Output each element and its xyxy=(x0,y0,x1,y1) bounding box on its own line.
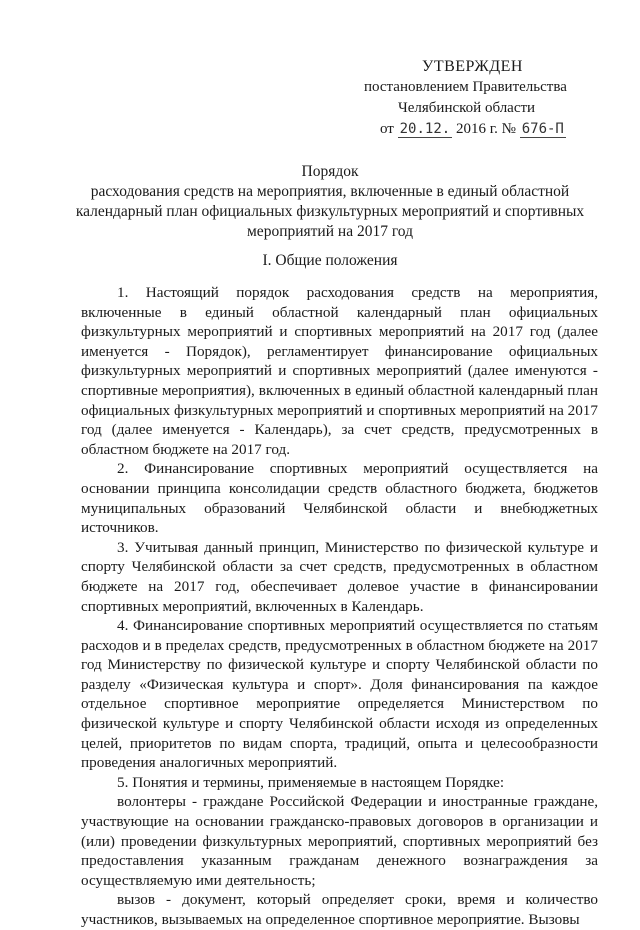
title-line-1: Порядок xyxy=(301,163,359,180)
handwritten-number: 676-П xyxy=(521,121,564,137)
approval-date-line xyxy=(360,119,590,140)
title-line-3: календарный план официальных физкультурных мероприятий и спортивных xyxy=(75,203,585,220)
approval-block xyxy=(360,56,590,140)
paragraph-2: 2. Финансирование спортивных мероприятий осуществляется на основании принципа консолидации средств областного бюджета, бюджетов муниципальных образований Челябинской области и внебюджетных источников. xyxy=(81,460,598,537)
document-title xyxy=(60,162,600,242)
section-heading: I. Общие положения xyxy=(262,252,398,269)
document-body xyxy=(81,283,598,930)
date-prefix: от xyxy=(380,121,394,137)
approval-line-region: Челябинской области xyxy=(398,100,536,116)
paragraph-1: 1. Настоящий порядок расходования средств на мероприятия, включенные в единый областной календарный план официальных физкультурных мероприятий и спортивных мероприятий на 2017 год (далее именуется - Порядок), регламентирует финансирование официальных физкультурных мероприятий и спортивных мероприятий (далее именуются - спортивные мероприятия), включенных в единый областной календарный план официальных физкультурных мероприятий и спортивных мероприятий на 2017 год (далее именуется - Календарь), за счет средств, предусмотренных в областном бюджете на 2017 год. xyxy=(81,284,598,458)
paragraph-4: 4. Финансирование спортивных мероприятий осуществляется по статьям расходов и в пределах средств, предусмотренных в областном бюджете на 2017 год Министерству по физической культуре и спорту Челябинской области по разделу «Физическая культура и спорт». Доля финансирования па каждое отдельное спортивное мероприятие определяется Министерством по физической культуре и спорту Челябинской области исходя из определенных целей, приоритетов по видам спорта, традиций, опыта и целесообразности проведения аналогичных мероприятий. xyxy=(81,617,598,772)
title-line-4: мероприятий на 2017 год xyxy=(247,223,413,240)
paragraph-5: 5. Понятия и термины, применяемые в настоящем Порядке: xyxy=(117,773,505,791)
approval-line-decree: постановлением Правительства xyxy=(364,79,567,95)
title-line-2: расходования средств на мероприятия, включенные в единый областной xyxy=(90,183,570,200)
approval-heading: УТВЕРЖДЕН xyxy=(422,58,523,75)
definition-volunteers: волонтеры - граждане Российской Федерации и иностранные граждане, участвующие на основании гражданско-правовых договоров в организации и (или) проведении физкультурных мероприятий, спортивных мероприятий без предоставления указанным гражданам денежного вознаграждения за осуществляемую ими деятельность; xyxy=(81,793,598,889)
paragraph-3: 3. Учитывая данный принцип, Министерство по физической культуре и спорту Челябинской области за счет средств, предусмотренных в областном бюджете на 2017 год, обеспечивает долевое участие в финансировании спортивных мероприятий, включенных в Календарь. xyxy=(81,538,598,615)
handwritten-date: 20.12. xyxy=(399,121,451,137)
definition-call: вызов - документ, который определяет сроки, время и количество участников, вызываемых на определенное спортивное мероприятие. Вызовы xyxy=(81,891,598,928)
year-and-number-label: 2016 г. № xyxy=(455,121,516,137)
